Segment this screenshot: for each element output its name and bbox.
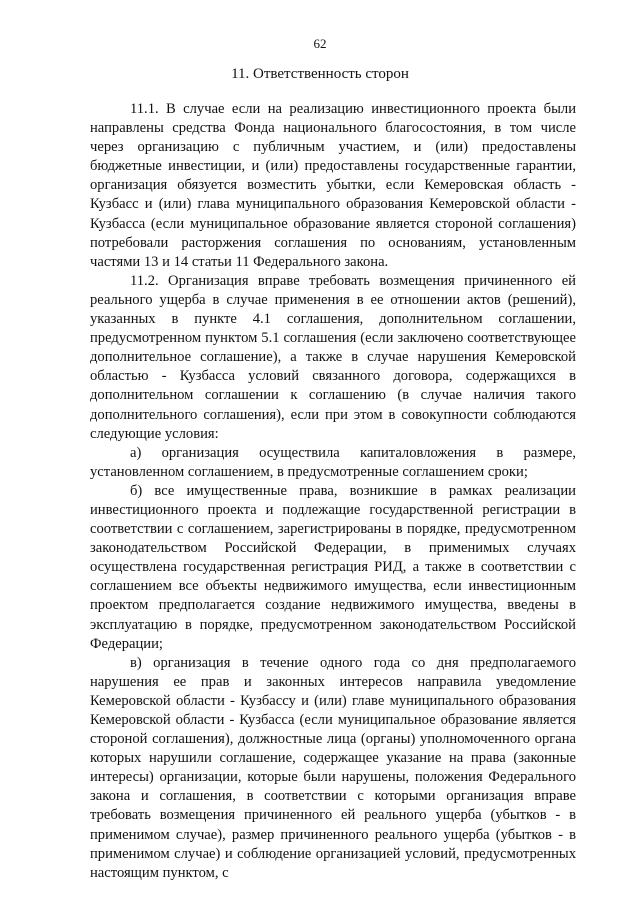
paragraph-item-b: б) все имущественные права, возникшие в рамках реализации инвестиционного проекта и подлежащие государственной регистрации в соответствии с соглашением, зарегистрированы в порядке, предусмотренном законодательством Российской Федерации, в применимых случаях осуществлена государственная регистрация РИД, а также в соответствии с соглашением все объекты недвижимого имущества, если инвестиционным проектом предполагается создание недвижимого имущества, введены в эксплуатацию в порядке, предусмотренном законодательством Российской Федерации; [90, 482, 576, 652]
body-text [90, 100, 576, 883]
paragraph-item-v: в) организация в течение одного года со дня предполагаемого нарушения ее прав и законных интересов направила уведомление Кемеровской области - Кузбассу и (или) главе муниципального образования Кемеровской области - Кузбасса (если муниципальное образование является стороной соглашения), должностные лица (органы) уполномоченного органа которых нарушили соглашение, содержащее указание на права (законные интересы) организации, которые были нарушены, положения Федерального закона и соглашения, в соответствии с которыми организация вправе требовать возмещения причиненного ей реального ущерба (убытков - в применимом случае), размер причиненного реального ущерба (убытков - в применимом случае) и соблюдение организацией условий, предусмотренных настоящим пунктом, с [90, 654, 576, 881]
page-number: 62 [313, 36, 327, 51]
section-title: 11. Ответственность сторон [231, 66, 409, 82]
paragraph-11-1: 11.1. В случае если на реализацию инвестиционного проекта были направлены средства Фонда национального благосостояния, в том числе через организацию с публичным участием, и (или) предоставлены бюджетные инвестиции, и (или) предоставлены государственные гарантии, организация обязуется возместить убытки, если Кемеровская область - Кузбасс и (или) глава муниципального образования Кемеровской области - Кузбасса (если муниципальное образование является стороной соглашения) потребовали расторжения соглашения по основаниям, установленным частями 13 и 14 статьи 11 Федерального закона. [90, 101, 576, 270]
paragraph-11-2: 11.2. Организация вправе требовать возмещения причиненного ей реального ущерба в случае применения в ее отношении актов (решений), указанных в пункте 4.1 соглашения, дополнительном соглашении, предусмотренном пунктом 5.1 соглашения (если заключено соответствующее дополнительное соглашение), а также в случае нарушения Кемеровской областью - Кузбасса условий связанного договора, содержащихся в дополнительном соглашении к соглашению (в случае наличия такого дополнительного соглашения), если при этом в совокупности соблюдаются следующие условия: [90, 272, 576, 442]
paragraph-item-a: а) организация осуществила капиталовложения в размере, установленном соглашением, в предусмотренные соглашением сроки; [90, 444, 576, 480]
